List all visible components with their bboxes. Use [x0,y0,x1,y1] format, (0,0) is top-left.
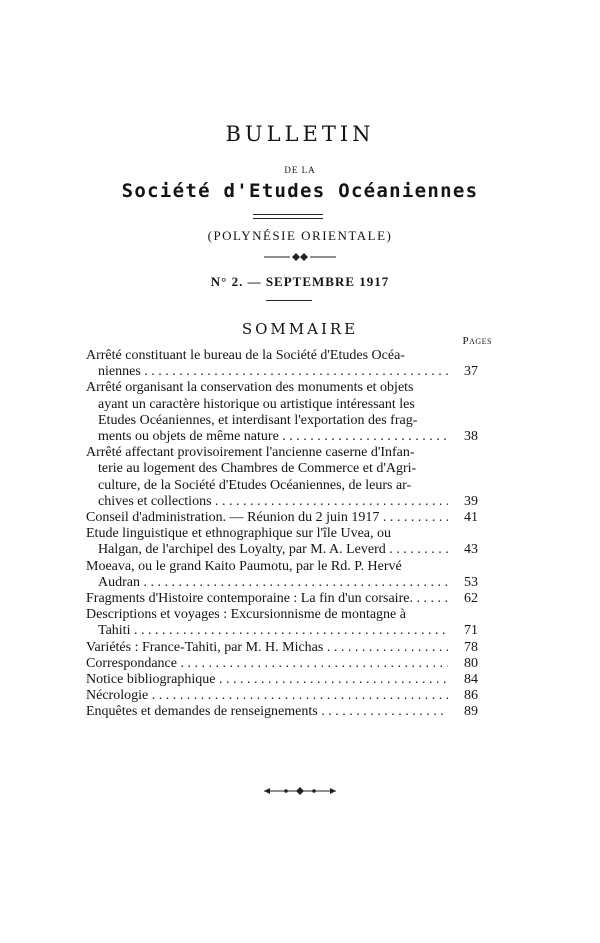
toc-entry-line: Etudes Océaniennes, et interdisant l'exportation des frag- [98,412,418,428]
toc-entry [86,348,478,380]
toc-entry [86,445,478,510]
toc-entry [86,607,478,639]
toc-entry-tail: chives et collections . . . [86,494,448,510]
ornament-divider-top-icon [262,252,338,262]
toc-entry-tail: ments ou objets de même nature . . . [86,429,448,445]
toc-page-number: 53 [464,574,478,590]
toc-page-number: 62 [464,591,478,607]
toc-entry-tail: Audran . . . [86,575,448,591]
toc-entry-tail: Correspondance . . . [86,656,448,672]
toc-entry [86,640,478,656]
toc-entry-tail: Variétés : France-Tahiti, par M. H. Michas . . . [86,640,448,656]
single-rule-divider [266,300,312,301]
toc-entry [86,380,478,445]
toc-entry-tail: Tahiti . . . [86,623,448,639]
pages-column-label: Pages [462,335,492,347]
toc-page-number: 78 [464,639,478,655]
toc-entry-first-line: Arrêté organisant la conservation des monuments et objets [86,380,414,396]
toc-entry-tail: niennes . . . [86,364,448,380]
bulletin-title: BULLETIN [225,122,375,146]
toc-entry-tail: Halgan, de l'archipel des Loyalty, par M. A. Leverd . . . [86,542,448,558]
toc-entry [86,526,478,558]
toc-entry [86,704,478,720]
toc-entry-first-line: Descriptions et voyages : Excursionnisme de montagne à [86,607,406,623]
toc-entry-first-line: Etude linguistique et ethnographique sur l'île Uvea, ou [86,526,392,542]
toc-entry [86,672,478,688]
toc-entry [86,559,478,591]
table-of-contents [86,348,478,721]
toc-page-number: 39 [464,493,478,509]
sommaire-heading: SOMMAIRE [241,320,359,338]
society-name: Société d'Etudes Océaniennes [121,180,479,202]
toc-entry [86,688,478,704]
toc-entry-tail: Nécrologie . . . [86,688,448,704]
toc-entry [86,656,478,672]
double-rule-divider [253,214,323,219]
toc-page-number: 80 [464,655,478,671]
toc-entry-line: terie au logement des Chambres de Commerce et d'Agri- [98,461,417,477]
toc-entry-tail: Conseil d'administration. — Réunion du 2 juin 1917 . . . [86,510,448,526]
toc-entry [86,510,478,526]
toc-page-number: 41 [464,510,478,526]
toc-entry-tail: Fragments d'Histoire contemporaine : La fin d'un corsaire. . . . [86,591,448,607]
region-subtitle: (POLYNÉSIE ORIENTALE) [207,228,393,243]
toc-entry-tail: Notice bibliographique . . . [86,672,448,688]
toc-entry-first-line: Arrêté constituant le bureau de la Société d'Etudes Océa- [86,348,405,363]
toc-page-number: 37 [464,364,478,380]
de-la-line: DE LA [284,165,316,175]
toc-entry-tail: Enquêtes et demandes de renseignements . . . [86,704,448,720]
toc-entry-line: culture, de la Société d'Etudes Océaniennes, de leurs ar- [98,477,412,493]
toc-entry-first-line: Moeava, ou le grand Kaito Paumotu, par le Rd. P. Hervé [86,558,402,574]
toc-entry-first-line: Arrêté affectant provisoirement l'ancienne caserne d'Infan- [86,445,415,461]
toc-page-number: 89 [464,704,478,720]
ornament-divider-bottom [0,784,600,802]
issue-line: N° 2. — SEPTEMBRE 1917 [210,274,390,289]
toc-entry [86,591,478,607]
toc-page-number: 86 [464,688,478,704]
toc-entry-line: ayant un caractère historique ou artistique intéressant les [98,396,415,412]
toc-page-number: 43 [464,542,478,558]
toc-page-number: 71 [464,623,478,639]
ornament-divider-bottom-icon [260,785,340,797]
toc-page-number: 84 [464,672,478,688]
ornament-divider-top [0,249,600,267]
toc-page-number: 38 [464,429,478,445]
